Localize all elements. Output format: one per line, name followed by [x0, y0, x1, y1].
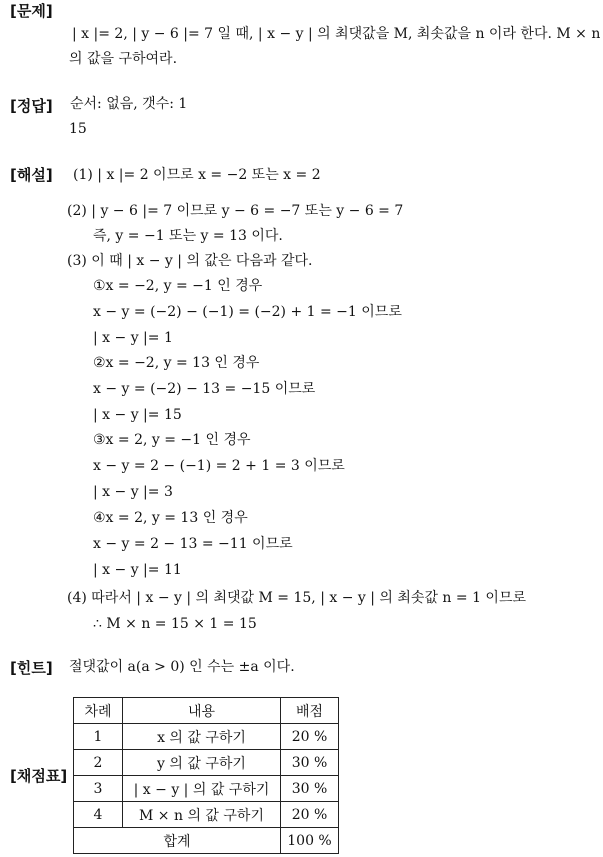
solution-line: x − y = (−2) − (−1) = (−2) + 1 = −1 이므로 [93, 304, 402, 320]
solution-line: | x − y |= 11 [93, 562, 182, 578]
rubric-cell: 30 % [281, 750, 339, 776]
solution-line: (1) | x |= 2 이므로 x = −2 또는 x = 2 [73, 167, 321, 183]
rubric-header-row [74, 698, 339, 724]
solution-line: x − y = (−2) − 13 = −15 이므로 [93, 381, 316, 397]
answer-value: 15 [69, 121, 87, 137]
solution-line: ②x = −2, y = 13 인 경우 [93, 355, 260, 371]
rubric-header-order: 차례 [74, 698, 123, 724]
problem-heading: [문제] [10, 2, 53, 20]
solution-line: x − y = 2 − 13 = −11 이므로 [93, 536, 293, 552]
answer-meta: 순서: 없음, 갯수: 1 [70, 96, 188, 112]
rubric-cell: x 의 값 구하기 [123, 724, 281, 750]
rubric-table [73, 697, 339, 854]
table-row [74, 750, 339, 776]
rubric-cell: 1 [74, 724, 123, 750]
rubric-total-value: 100 % [281, 828, 339, 854]
rubric-cell: 20 % [281, 724, 339, 750]
solution-line: (3) 이 때 | x − y | 의 값은 다음과 같다. [67, 253, 313, 269]
rubric-cell: 20 % [281, 802, 339, 828]
rubric-heading: [채점표] [10, 767, 68, 785]
problem-text-line2: 의 값을 구하여라. [69, 51, 178, 67]
answer-heading: [정답] [10, 97, 53, 115]
solution-line: | x − y |= 3 [93, 484, 173, 500]
solution-line: ④x = 2, y = 13 인 경우 [93, 510, 248, 526]
rubric-total-row [74, 828, 339, 854]
solution-line: (2) | y − 6 |= 7 이므로 y − 6 = −7 또는 y − 6 = 7 [67, 203, 404, 219]
problem-text-line1: | x |= 2, | y − 6 |= 7 일 때, | x − y | 의 최댓값을 M, 최솟값을 n 이라 한다. M × n [72, 26, 601, 42]
rubric-cell: 30 % [281, 776, 339, 802]
rubric-cell: 4 [74, 802, 123, 828]
rubric-cell: 2 [74, 750, 123, 776]
rubric-header-content: 내용 [123, 698, 281, 724]
table-row [74, 724, 339, 750]
rubric-total-label: 합계 [74, 828, 281, 854]
rubric-cell: 3 [74, 776, 123, 802]
solution-line: ①x = −2, y = −1 인 경우 [93, 278, 263, 294]
rubric-cell: M × n 의 값 구하기 [123, 802, 281, 828]
table-row [74, 776, 339, 802]
rubric-cell: y 의 값 구하기 [123, 750, 281, 776]
solution-line: x − y = 2 − (−1) = 2 + 1 = 3 이므로 [93, 458, 345, 474]
hint-heading: [힌트] [10, 659, 53, 677]
solution-line: | x − y |= 1 [93, 330, 173, 346]
solution-heading: [해설] [10, 166, 53, 184]
solution-line: | x − y |= 15 [93, 407, 182, 423]
solution-line: ③x = 2, y = −1 인 경우 [93, 432, 251, 448]
solution-line: ∴ M × n = 15 × 1 = 15 [93, 616, 257, 632]
hint-text: 절댓값이 a(a > 0) 인 수는 ±a 이다. [69, 659, 295, 675]
solution-line: (4) 따라서 | x − y | 의 최댓값 M = 15, | x − y | 의 최솟값 n = 1 이므로 [67, 590, 526, 606]
rubric-cell: | x − y | 의 값 구하기 [123, 776, 281, 802]
solution-line: 즉, y = −1 또는 y = 13 이다. [93, 228, 283, 244]
table-row [74, 802, 339, 828]
rubric-header-score: 배점 [281, 698, 339, 724]
